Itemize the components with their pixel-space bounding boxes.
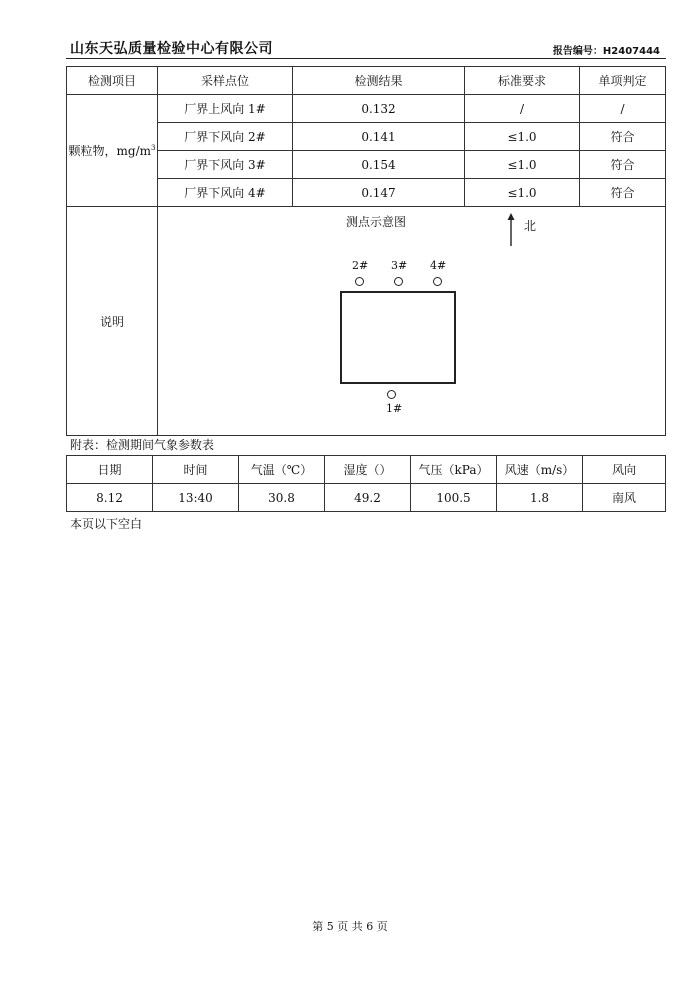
point-4-label: 4# (430, 259, 447, 272)
item-name-cell (67, 95, 158, 207)
blank-page-note: 本页以下空白 (70, 517, 143, 531)
test-result: 0.132 (293, 95, 465, 123)
point-1-label: 1# (386, 402, 403, 415)
notes-row (67, 207, 666, 436)
sampling-point: 厂界下风向 2# (158, 123, 293, 151)
weather-table (66, 455, 666, 512)
header-cell: 气温（℃） (239, 456, 325, 484)
site-boundary (340, 291, 456, 384)
report-number: 报告编号：H2407444 (552, 46, 660, 57)
notes-label: 说明 (67, 207, 158, 436)
sampling-point: 厂界下风向 4# (158, 179, 293, 207)
page-footer: 第 5 页 共 6 页 (312, 920, 388, 933)
appendix-title: 附表：检测期间气象参数表 (70, 438, 215, 452)
judgement: 符合 (580, 179, 666, 207)
diagram-title: 测点示意图 (346, 215, 407, 229)
standard-requirement: ≤1.0 (465, 179, 580, 207)
judgement: 符合 (580, 123, 666, 151)
table-row (67, 95, 666, 123)
test-results-table (66, 66, 666, 436)
standard-requirement: ≤1.0 (465, 151, 580, 179)
test-result: 0.154 (293, 151, 465, 179)
header-cell: 湿度（） (325, 456, 411, 484)
weather-data-row (67, 484, 666, 512)
header-cell: 风向 (583, 456, 666, 484)
standard-requirement: / (465, 95, 580, 123)
point-3-marker-icon (394, 277, 403, 286)
sampling-point: 厂界下风向 3# (158, 151, 293, 179)
point-2-label: 2# (352, 259, 369, 272)
item-unit-superscript: 3 (151, 144, 156, 152)
temperature-cell: 30.8 (239, 484, 325, 512)
wind-direction-cell: 南风 (583, 484, 666, 512)
point-1-marker-icon (387, 390, 396, 399)
wind-speed-cell: 1.8 (497, 484, 583, 512)
item-name: 颗粒物，mg/m (68, 144, 151, 158)
header-cell: 标准要求 (465, 67, 580, 95)
header-cell: 风速（m/s） (497, 456, 583, 484)
point-4-marker-icon (433, 277, 442, 286)
header-cell: 日期 (67, 456, 153, 484)
point-2-marker-icon (355, 277, 364, 286)
sampling-point: 厂界上风向 1# (158, 95, 293, 123)
header-cell: 气压（kPa） (411, 456, 497, 484)
time-cell: 13:40 (153, 484, 239, 512)
humidity-cell: 49.2 (325, 484, 411, 512)
pressure-cell: 100.5 (411, 484, 497, 512)
point-3-label: 3# (391, 259, 408, 272)
company-name: 山东天弘质量检验中心有限公司 (70, 41, 273, 57)
north-arrow-icon (504, 213, 518, 247)
date-cell: 8.12 (67, 484, 153, 512)
diagram-cell (158, 207, 666, 436)
test-result: 0.141 (293, 123, 465, 151)
header-divider (66, 58, 666, 59)
header-cell: 检测项目 (67, 67, 158, 95)
header-cell: 采样点位 (158, 67, 293, 95)
north-label: 北 (524, 219, 537, 233)
weather-header-row (67, 456, 666, 484)
standard-requirement: ≤1.0 (465, 123, 580, 151)
header-cell: 检测结果 (293, 67, 465, 95)
header-cell: 时间 (153, 456, 239, 484)
sampling-diagram (158, 207, 665, 435)
test-result: 0.147 (293, 179, 465, 207)
header-cell: 单项判定 (580, 67, 666, 95)
judgement: 符合 (580, 151, 666, 179)
judgement: / (580, 95, 666, 123)
table-header-row (67, 67, 666, 95)
